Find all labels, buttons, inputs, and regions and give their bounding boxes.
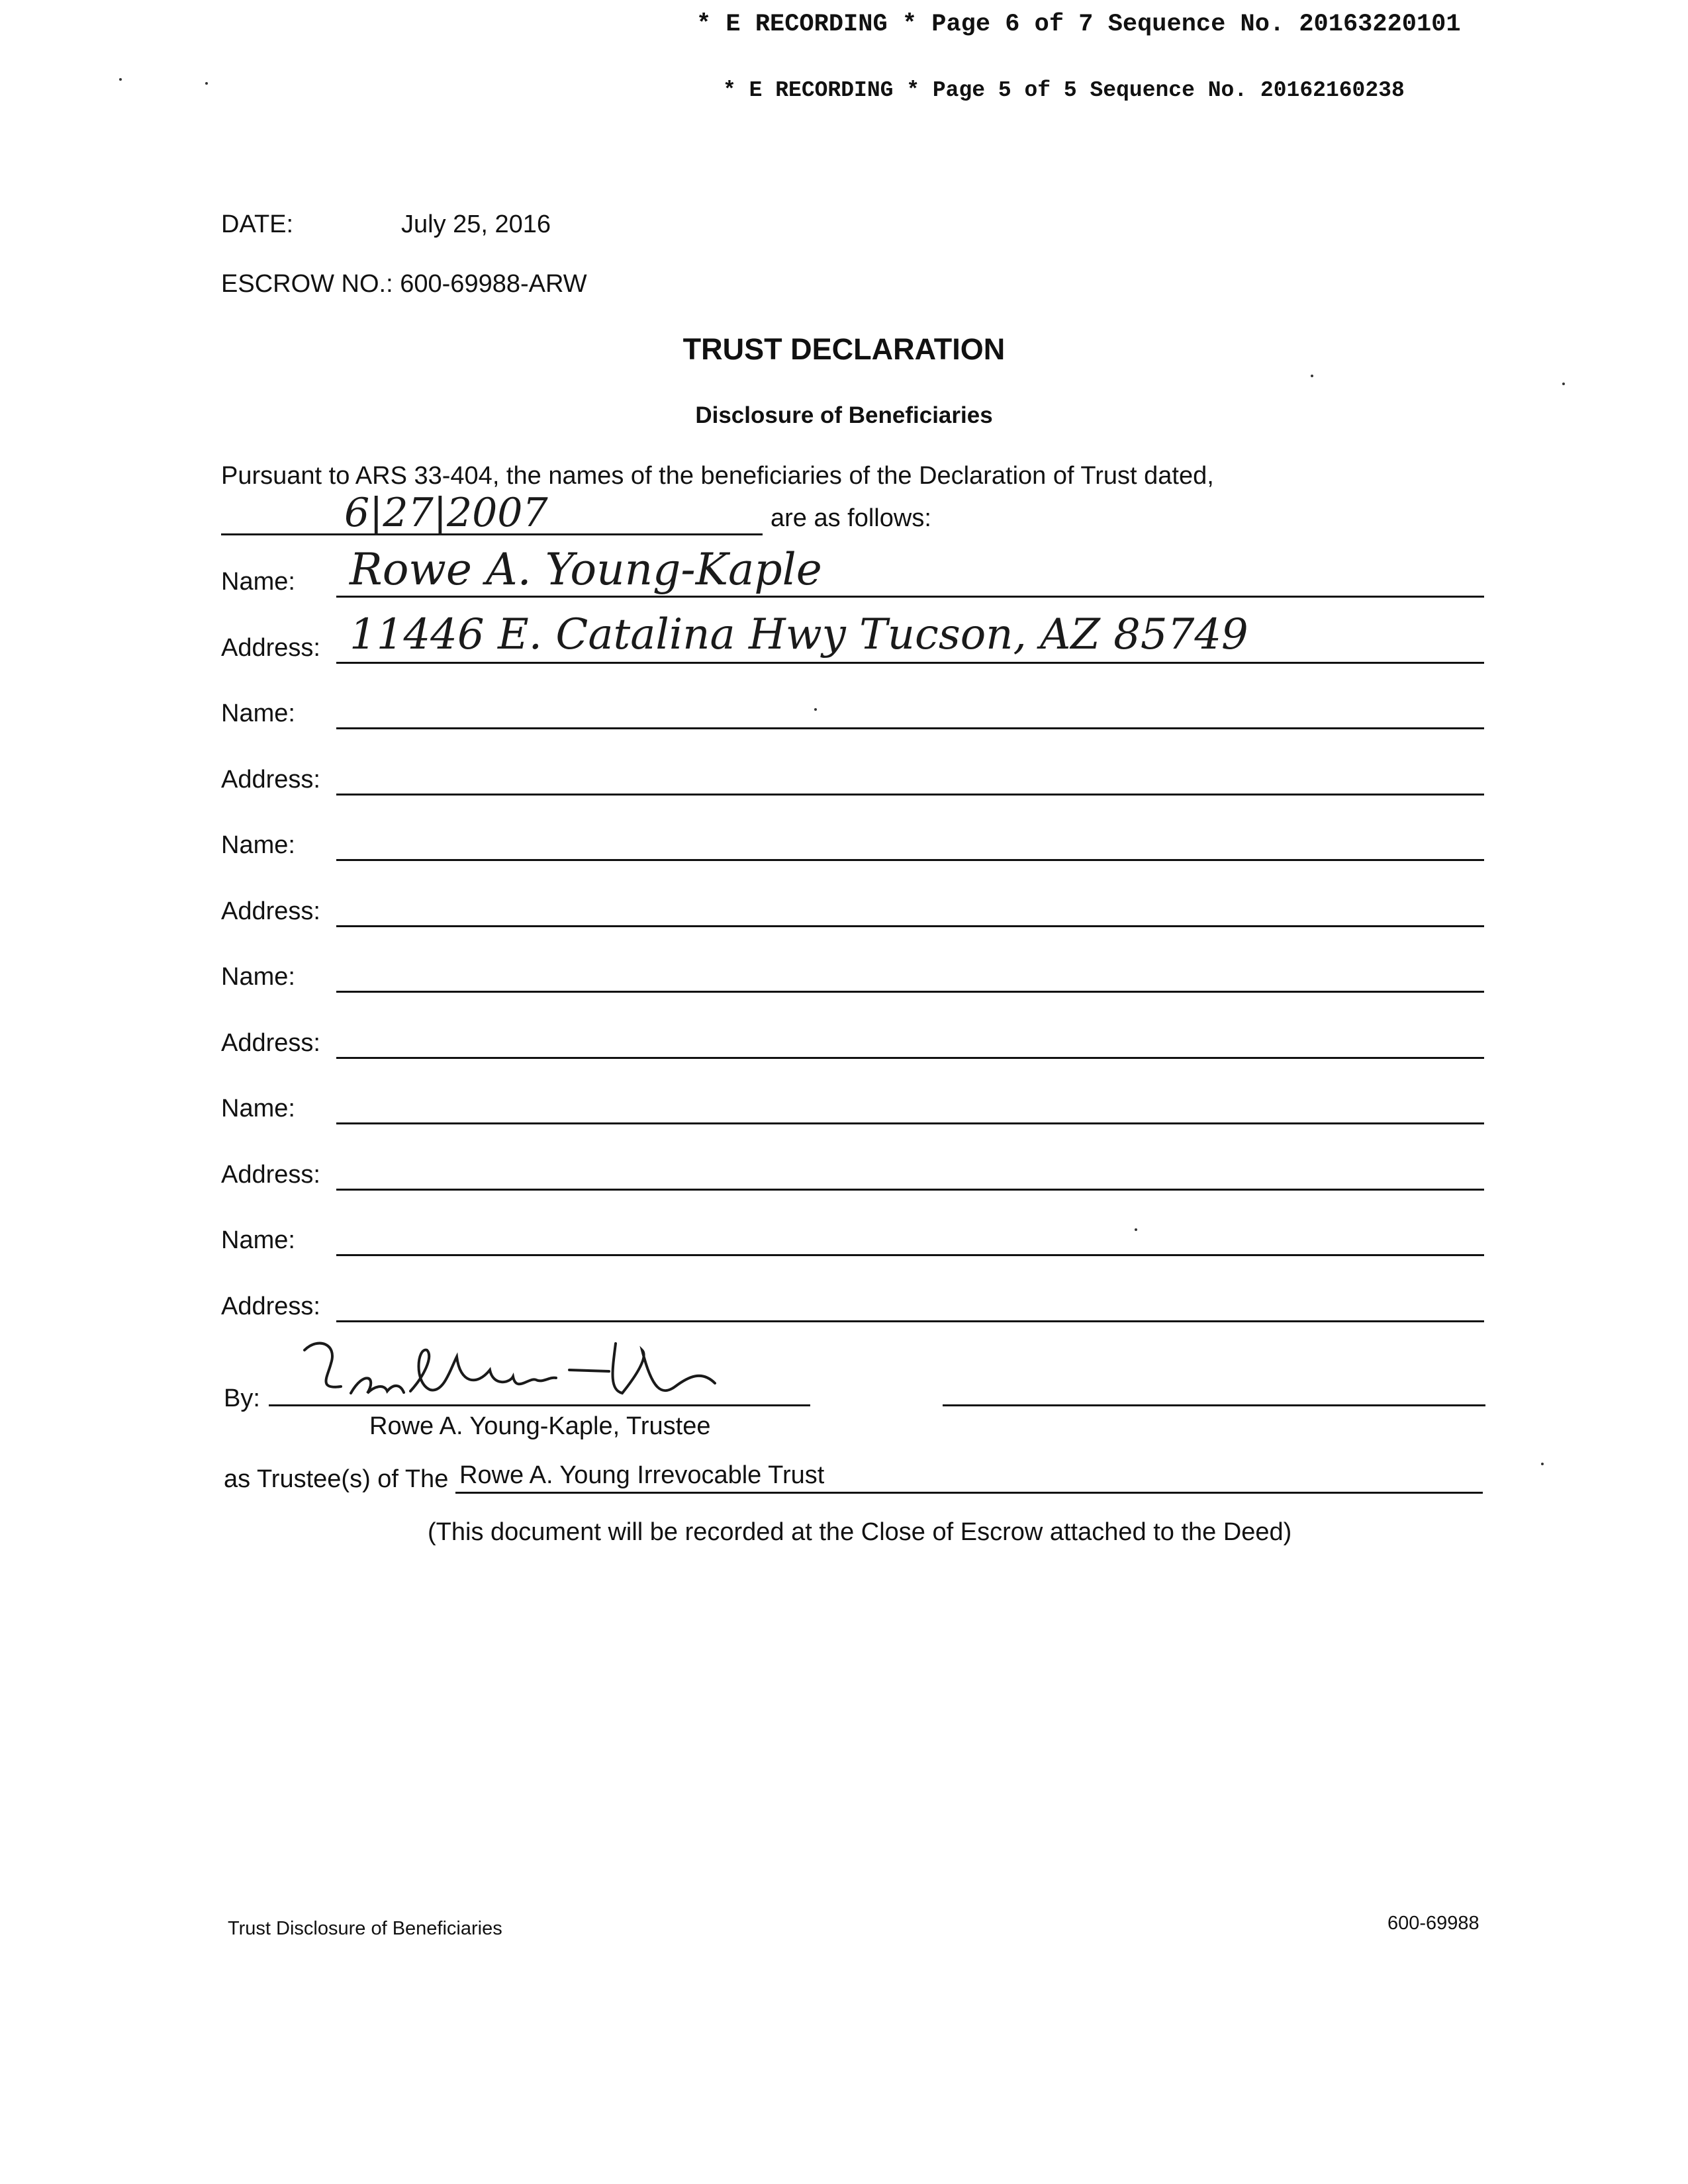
footer-form-name: Trust Disclosure of Beneficiaries: [228, 1918, 502, 1939]
beneficiary-address-line: [336, 1057, 1484, 1059]
beneficiary-name-label: Name:: [221, 1095, 295, 1122]
date-label: DATE:: [221, 210, 294, 238]
signer-printed-name: Rowe A. Young-Kaple, Trustee: [369, 1412, 711, 1440]
document-title: TRUST DECLARATION: [682, 332, 1006, 366]
beneficiary-name-label: Name:: [221, 831, 295, 859]
beneficiary-name-line: [336, 727, 1484, 729]
beneficiary-name-line: [336, 596, 1484, 598]
beneficiary-address-label: Address:: [221, 1029, 320, 1057]
scan-speck: [1541, 1463, 1544, 1465]
beneficiary-name-label: Name:: [221, 568, 295, 596]
by-label: By:: [224, 1385, 260, 1412]
beneficiary-address-line: [336, 794, 1484, 796]
beneficiary-name-label: Name:: [221, 700, 295, 727]
intro-text: Pursuant to ARS 33-404, the names of the beneficiaries of the Declaration of Trust dated,: [221, 462, 1214, 490]
beneficiary-address-label: Address:: [221, 1293, 320, 1320]
recording-note: (This document will be recorded at the Close of Escrow attached to the Deed): [428, 1518, 1292, 1546]
date-value: July 25, 2016: [401, 210, 551, 238]
beneficiary-name-label: Name:: [221, 963, 295, 991]
beneficiary-name-line: [336, 859, 1484, 861]
scan-speck: [1311, 375, 1313, 377]
recording-stamp-2: * E RECORDING * Page 5 of 5 Sequence No. 20162160238: [723, 78, 1405, 103]
scan-speck: [1562, 383, 1565, 385]
beneficiary-name-label: Name:: [221, 1226, 295, 1254]
beneficiary-address-value: 11446 E. Catalina Hwy Tucson, AZ 85749: [350, 610, 1248, 659]
beneficiary-address-line: [336, 1189, 1484, 1191]
beneficiary-name-line: [336, 1122, 1484, 1124]
trust-name: Rowe A. Young Irrevocable Trust: [459, 1461, 825, 1489]
beneficiary-address-line: [336, 1320, 1484, 1322]
escrow-label: ESCROW NO.:: [221, 270, 393, 298]
trustee-of-label: as Trustee(s) of The: [224, 1465, 449, 1493]
beneficiary-address-line: [336, 662, 1484, 664]
scan-speck: [119, 78, 122, 81]
beneficiary-address-label: Address:: [221, 634, 320, 662]
beneficiary-address-line: [336, 925, 1484, 927]
beneficiary-address-label: Address:: [221, 897, 320, 925]
intro-suffix: are as follows:: [771, 504, 931, 532]
signature-line: [269, 1404, 810, 1406]
escrow-value: 600-69988-ARW: [400, 270, 587, 298]
scan-speck: [205, 82, 208, 85]
scan-speck: [814, 708, 817, 711]
beneficiary-address-label: Address:: [221, 766, 320, 794]
scan-speck: [1135, 1228, 1137, 1231]
beneficiary-address-label: Address:: [221, 1161, 320, 1189]
footer-escrow-number: 600-69988: [1387, 1913, 1479, 1934]
beneficiary-name-line: [336, 991, 1484, 993]
beneficiary-name-line: [336, 1254, 1484, 1256]
handwritten-signature: [291, 1330, 741, 1416]
trust-name-line: [455, 1492, 1483, 1494]
trust-date-handwritten: 6|27|2007: [344, 490, 548, 536]
document-subtitle: Disclosure of Beneficiaries: [695, 402, 993, 428]
second-signature-line: [943, 1404, 1485, 1406]
beneficiary-name-value: Rowe A. Young-Kaple: [350, 544, 822, 595]
recording-stamp-1: * E RECORDING * Page 6 of 7 Sequence No. 20163220101: [696, 11, 1461, 38]
